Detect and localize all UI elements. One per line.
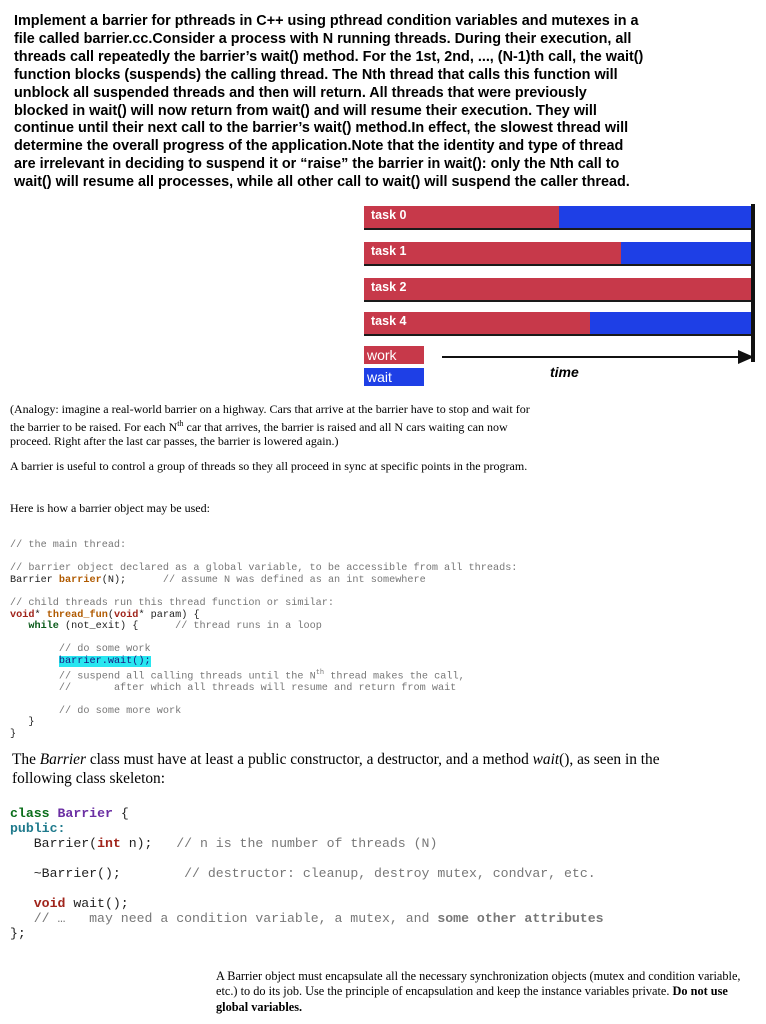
code-text: * param) { [138, 609, 200, 621]
legend-wait: wait [364, 368, 424, 386]
superscript: th [315, 668, 325, 677]
problem-statement: Implement a barrier for pthreads in C++ using pthread condition variables and mutexes in a file called barrier.cc.Consider a process with N running threads. During their execution, all threads call repeatedly the barrier’s wait() method. For the 1st, 2nd, ..., (N-1)th call, the wait() function blocks (suspends) the calling thread. The Nth thread that calls this function will unblock all suspended threads and then will return. All threads that were previously blocked in wait() will now return from wait() and will resume their execution. They will continue until their next call to the barrier’s wait() method.In effect, the slowest thread will determine the overall progress of the application.Note that the identity and type of thread are irrelevant in deciding to suspend it or “raise” the barrier in wait(): only the Nth call to wait() will resume all processes, while all other call to wait() will suspend the caller thread. [14, 13, 644, 191]
time-axis [442, 356, 742, 358]
analogy-text: car that arrives, the barrier is raised and all N cars waiting can now proceed. Right after the last car passes, the barrier is lowered again.) [10, 419, 508, 448]
code-comment: // assume N was defined as an int somewhere [162, 574, 426, 586]
code-keyword: class [10, 806, 50, 821]
wait-segment [559, 206, 754, 228]
class-intro-text: (), as seen in the following class skeleton: [12, 751, 660, 787]
class-intro-paragraph [12, 751, 672, 788]
task-bar-3 [364, 312, 754, 334]
code-keyword: public: [10, 821, 66, 836]
code-comment: // thread runs in a loop [175, 621, 322, 633]
code-class-name: Barrier [57, 806, 113, 821]
code-comment: thread makes the call, [324, 670, 465, 682]
code-comment: // the main thread: [10, 540, 127, 551]
code-text: Barrier( [33, 836, 98, 851]
code-identifier: thread_fun [46, 609, 108, 621]
code-comment: // … may need a condition variable, a mutex, and [33, 911, 438, 926]
code-comment: // n is the number of threads (N) [176, 836, 438, 851]
code-comment: // barrier object declared as a global variable, to be accessible from all threads: [10, 563, 518, 575]
usefulness-paragraph: A barrier is useful to control a group of threads so they all proceed in sync at specific points in the program. [10, 459, 528, 473]
code-text: (N); [101, 574, 127, 586]
class-intro-italic: Barrier [39, 751, 86, 768]
task-bar-0 [364, 206, 754, 228]
code-text: * [34, 609, 47, 621]
usage-code-block [10, 540, 517, 740]
code-keyword: void [10, 609, 35, 621]
class-skeleton-code [10, 806, 604, 941]
code-text: Barrier [10, 574, 59, 586]
analogy-text: (Analogy: imagine a real-world barrier on a highway. Cars that arrive at the barrier have to stop and wait for the barrier to be raised. For each N [10, 402, 530, 434]
time-axis-label: time [550, 364, 579, 380]
code-text: } [28, 717, 35, 729]
task-bar-2 [364, 278, 754, 300]
code-comment-bold: some other attributes [437, 911, 604, 926]
class-intro-italic: wait [532, 751, 560, 768]
wait-segment [590, 312, 754, 334]
code-text: wait(); [65, 896, 129, 911]
task-label: task 4 [371, 314, 407, 328]
code-comment: // suspend all calling threads until the N [58, 670, 316, 682]
code-keyword: void [33, 896, 66, 911]
code-text: ~Barrier(); [33, 866, 121, 881]
code-keyword: while [28, 621, 59, 633]
code-comment: // after which all threads will resume and return from wait [58, 682, 457, 694]
arrowhead-icon [738, 350, 754, 364]
footer-bold-text: Do not use global variables. [216, 984, 728, 1014]
code-text: ( [107, 609, 114, 621]
usage-intro: Here is how a barrier object may be used: [10, 501, 210, 515]
footer-text: A Barrier object must encapsulate all the necessary synchronization objects (mutex and condition variable, etc.) to do its job. Use the principle of encapsulation and keep the instance variables private. [216, 969, 741, 999]
code-identifier: barrier [58, 574, 102, 586]
barrier-line [751, 204, 755, 362]
code-text: (not_exit) { [58, 621, 139, 633]
task-label: task 2 [371, 280, 407, 294]
code-comment: // child threads run this thread function or similar: [10, 597, 335, 609]
code-text: n); [120, 836, 153, 851]
barrier-wait-call: barrier.wait(); [58, 655, 151, 667]
code-keyword: void [113, 609, 139, 621]
analogy-paragraph [10, 402, 530, 449]
encapsulation-note [216, 969, 746, 1015]
code-comment: // do some more work [58, 705, 182, 717]
legend-work: work [364, 346, 424, 364]
code-text: { [112, 806, 129, 821]
class-intro-text: The [12, 751, 40, 768]
code-keyword: int [97, 836, 121, 851]
class-intro-text: class must have at least a public constructor, a destructor, and a method [85, 751, 533, 768]
code-comment: // destructor: cleanup, destroy mutex, condvar, etc. [184, 866, 596, 881]
task-bar-1 [364, 242, 754, 264]
barrier-timing-diagram [362, 204, 762, 394]
task-label: task 0 [371, 208, 407, 222]
code-text: } [10, 728, 17, 740]
work-segment [364, 278, 754, 300]
code-comment: // do some work [58, 644, 151, 656]
code-text: }; [10, 926, 26, 941]
wait-segment [621, 242, 754, 264]
superscript: th [177, 418, 184, 428]
task-label: task 1 [371, 244, 407, 258]
